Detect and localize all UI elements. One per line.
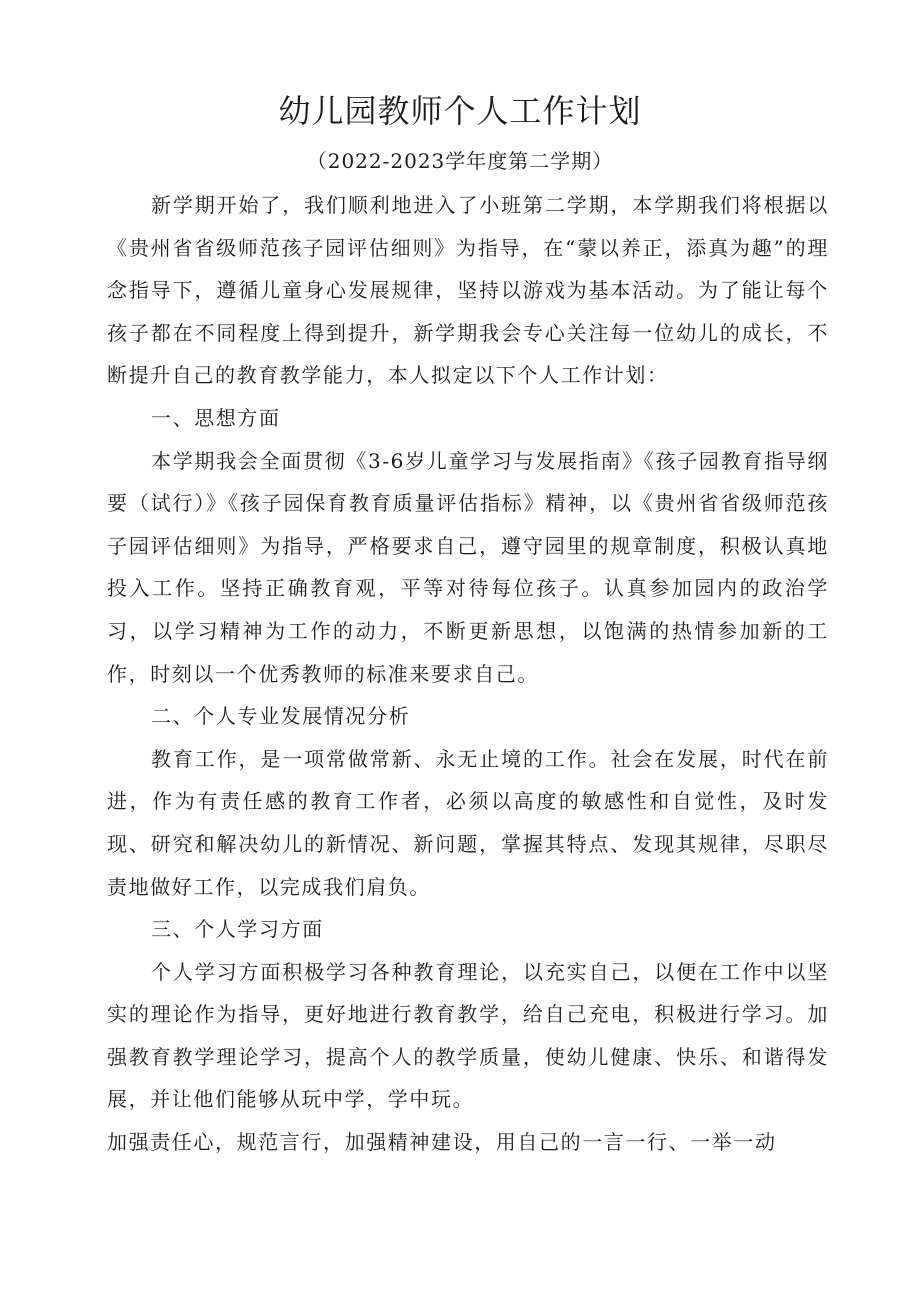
document-body [107, 184, 829, 1164]
section-heading-thought: 一、思想方面 [151, 405, 281, 430]
document-title: 幼儿园教师个人工作计划 [278, 92, 642, 130]
professional-paragraph: 教育工作，是一项常做常新、永无止境的工作。社会在发展，时代在前进，作为有责任感的教育工作者，必须以高度的敏感性和自觉性，及时发现、研究和解决幼儿的新情况、新问题，掌握其特点、发现其规律，尽职尽责地做好工作，以完成我们肩负。 [107, 746, 829, 899]
document-subtitle: （2022-2023学年度第二学期） [306, 149, 614, 173]
learning-paragraph: 个人学习方面积极学习各种教育理论，以充实自己，以便在工作中以坚实的理论作为指导，更好地进行教育教学，给自己充电，积极进行学习。加强教育教学理论学习，提高个人的教学质量，使幼儿健康、快乐、和谐得发展，并让他们能够从玩中学，学中玩。 [107, 959, 829, 1112]
section-heading-professional: 二、个人专业发展情况分析 [151, 704, 411, 729]
section-heading-learning: 三、个人学习方面 [151, 917, 324, 942]
thought-paragraph: 本学期我会全面贯彻《3-6岁儿童学习与发展指南》《孩子园教育指导纲要（试行）》《孩子园保育教育质量评估指标》精神，以《贵州省省级师范孩子园评估细则》为指导，严格要求自己，遵守园里的规章制度，积极认真地投入工作。坚持正确教育观，平等对待每位孩子。认真参加园内的政治学习，以学习精神为工作的动力，不断更新思想，以饱满的热情参加新的工作，时刻以一个优秀教师的标准来要求自己。 [107, 448, 829, 686]
intro-paragraph: 新学期开始了，我们顺利地进入了小班第二学期，本学期我们将根据以《贵州省省级师范孩子园评估细则》为指导，在“蒙以养正，添真为趣”的理念指导下，遵循儿童身心发展规律，坚持以游戏为基本活动。为了能让每个孩子都在不同程度上得到提升，新学期我会专心关注每一位幼儿的成长，不断提升自己的教育教学能力，本人拟定以下个人工作计划： [107, 193, 829, 388]
responsibility-paragraph: 加强责任心，规范言行，加强精神建设，用自己的一言一行、一举一动 [107, 1130, 777, 1155]
